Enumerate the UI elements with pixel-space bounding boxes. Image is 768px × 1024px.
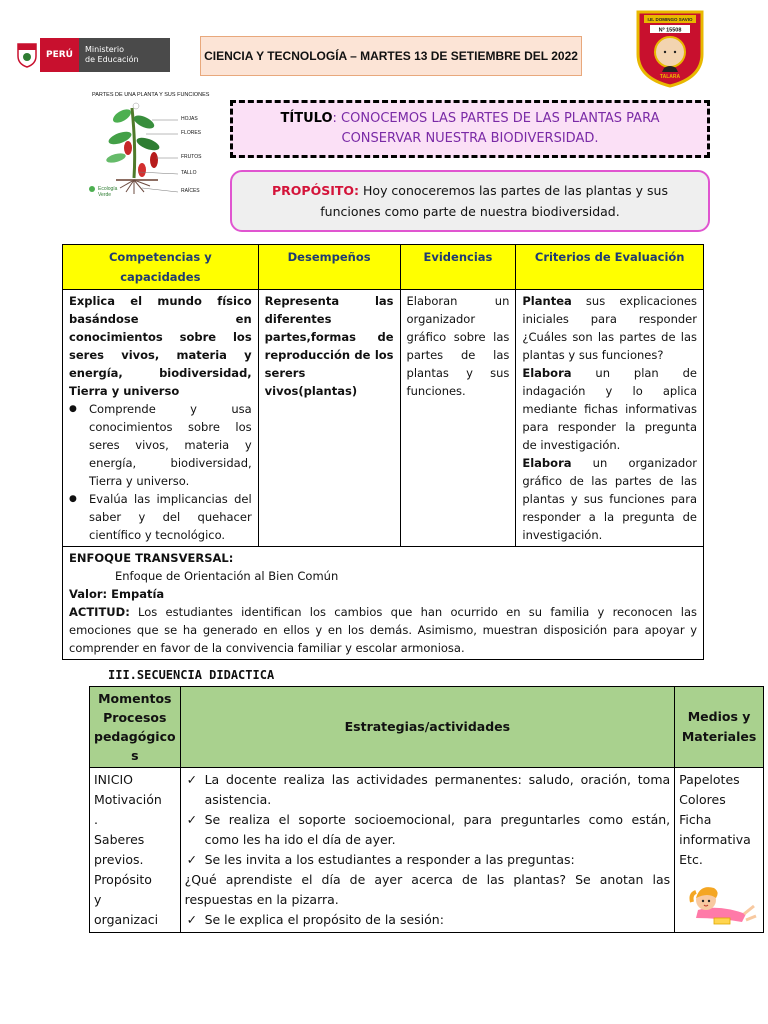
ministry-line1: Ministerio [84, 45, 125, 54]
momento-line: previos. [94, 852, 144, 867]
competencies-row [63, 290, 704, 547]
header-competencias: Competencias y capacidades [63, 245, 259, 290]
session-title-label: TÍTULO [280, 111, 333, 126]
purpose-box [230, 170, 710, 232]
session-title-box [230, 100, 710, 158]
capacidad-item: ● Comprende y usa conocimientos sobre los seres vivos, materia y energía, biodiversidad, Tierra y universo. [69, 400, 252, 490]
actitud-label: ACTITUD: [69, 605, 130, 619]
plant-label-flores: FLORES [181, 130, 202, 136]
plant-label-hojas: HOJAS [181, 116, 198, 122]
crest-city: TALARA [659, 74, 681, 80]
material-item: Papelotes [679, 772, 740, 787]
momentos-header-line: pedagógico [94, 729, 176, 744]
plant-label-tallo: TALLO [181, 170, 197, 176]
peru-shield-icon [14, 38, 40, 72]
plant-figure-brand: Ecología Verde [98, 186, 118, 198]
actividad-item: ✓ La docente realiza las actividades permanentes: saludo, oración, toma asistencia. [185, 770, 671, 810]
session-title-text2: CONSERVAR NUESTRA BIODIVERSIDAD. [341, 131, 599, 146]
peru-label: PERÚ [40, 38, 79, 72]
evidencia-cell: Elaboran un organizador gráfico sobre las partes de las plantas y sus funciones. [400, 290, 516, 547]
actividades-list-final [185, 910, 671, 930]
criterios-cell [516, 290, 704, 547]
header-estrategias: Estrategias/actividades [180, 687, 675, 768]
competencies-table [62, 244, 704, 660]
momentos-header-line: Momentos [98, 691, 172, 706]
pregunta-text: ¿Qué aprendiste el día de ayer acerca de las plantas? Se anotan las respuestas en la pizarra. [184, 872, 671, 907]
girl-reading-icon [688, 880, 758, 928]
momentos-header-line: s [131, 748, 139, 763]
criterio-text: un organizador gráfico de las partes de las plantas y sus funciones para responder a la pregunta de investigación. [522, 456, 697, 542]
actividad-item: ✓ Se les invita a los estudiantes a responder a las preguntas: [185, 850, 671, 870]
competencia-text: Explica el mundo físico basándose en conocimientos sobre los seres vivos, materia y energía, biodiversidad, Tierra y universo [69, 294, 252, 398]
enfoque-row [63, 547, 704, 660]
competencies-header-row [63, 245, 704, 290]
material-item: Colores [679, 792, 726, 807]
sequence-heading: III.SECUENCIA DIDACTICA [108, 668, 275, 682]
material-item: Ficha [679, 812, 712, 827]
momento-line: Propósito [94, 872, 152, 887]
actividad-item: ✓ Se realiza el soporte socioemocional, para preguntarles como están, como les ha ido el día de ayer. [185, 810, 671, 850]
header-momentos [90, 687, 181, 768]
purpose-text-line1: Hoy conoceremos las partes de las plantas y sus [363, 183, 668, 198]
criterio-text: sus explicaciones iniciales para responder ¿Cuáles son las partes de las plantas y sus funciones? [522, 294, 697, 362]
plant-label-frutos: FRUTOS [181, 154, 202, 160]
actividad-item: ✓ Se le explica el propósito de la sesión: [185, 910, 671, 930]
sequence-inicio-row [90, 768, 764, 933]
momento-line: Saberes [94, 832, 145, 847]
ministry-label [79, 38, 170, 72]
purpose-label: PROPÓSITO: [272, 183, 360, 198]
momento-line: INICIO [94, 772, 133, 787]
ministry-line2: de Educación [84, 55, 139, 64]
session-title-line1: TÍTULO: CONOCEMOS LAS PARTES DE LAS PLANTAS PARA [280, 111, 660, 126]
momentos-cell [90, 768, 181, 933]
criterio-item [522, 454, 697, 544]
sequence-table [89, 686, 764, 933]
crest-name: I.E. DOMINGO SAVIO [647, 17, 693, 22]
momento-line: y [94, 892, 102, 907]
enfoque-cell [63, 547, 704, 660]
material-item: Etc. [679, 852, 703, 867]
criterio-verb: Elabora [522, 366, 572, 380]
momentos-header-line: Procesos [103, 710, 167, 725]
purpose-text-line2: funciones como parte de nuestra biodiversidad. [320, 204, 620, 219]
school-crest-icon [636, 10, 704, 88]
criterio-verb: Plantea [522, 294, 572, 308]
plant-illustration-icon [86, 88, 216, 200]
header-medios: Medios y Materiales [675, 687, 764, 768]
criterio-item [522, 364, 697, 454]
competencia-cell [63, 290, 259, 547]
material-item: informativa [679, 832, 751, 847]
criterio-verb: Elabora [522, 456, 572, 470]
plant-figure-caption: PARTES DE UNA PLANTA Y SUS FUNCIONES [92, 92, 210, 98]
enfoque-title: ENFOQUE TRANSVERSAL: [69, 551, 234, 565]
criterio-text: un plan de indagación y lo aplica mediante fichas informativas para responder la pregunta de investigación. [522, 366, 697, 452]
actitud-text: Los estudiantes identifican los cambios que han ocurrido en su familia y reconocen las emociones que se ha generado en ellos y en los demás. Asimismo, muestran disposición para apoyar y comprender en favor de la convivencia familiar y escolar armoniosa. [69, 605, 697, 655]
header-criterios: Criterios de Evaluación [516, 245, 704, 290]
actividades-cell [180, 768, 675, 933]
header-evidencias: Evidencias [400, 245, 516, 290]
header-desempenos: Desempeños [258, 245, 400, 290]
session-title-text1: CONOCEMOS LAS PARTES DE LAS PLANTAS PARA [341, 111, 660, 126]
ministry-logo [14, 38, 170, 72]
momento-line: . [94, 812, 98, 827]
enfoque-valor: Valor: Empatía [69, 587, 165, 601]
enfoque-actitud [69, 603, 697, 657]
momento-line: organizaci [94, 912, 159, 927]
criterio-item [522, 292, 697, 364]
page-header-title: CIENCIA Y TECNOLOGÍA – MARTES 13 DE SETIEMBRE DEL 2022 [200, 36, 582, 76]
capacidad-item: ● Evalúa las implicancias del saber y del quehacer científico y tecnológico. [69, 490, 252, 544]
capacidades-list [69, 400, 252, 544]
momento-line: Motivación [94, 792, 162, 807]
actividades-list [185, 770, 671, 870]
enfoque-name: Enfoque de Orientación al Bien Común [115, 569, 339, 583]
sequence-header-row [90, 687, 764, 768]
desempeno-cell: Representa las diferentes partes,formas de reproducción de los serers vivos(plantas) [258, 290, 400, 547]
crest-number: Nº 15508 [658, 27, 682, 34]
plant-label-raices: RAÍCES [181, 188, 200, 194]
